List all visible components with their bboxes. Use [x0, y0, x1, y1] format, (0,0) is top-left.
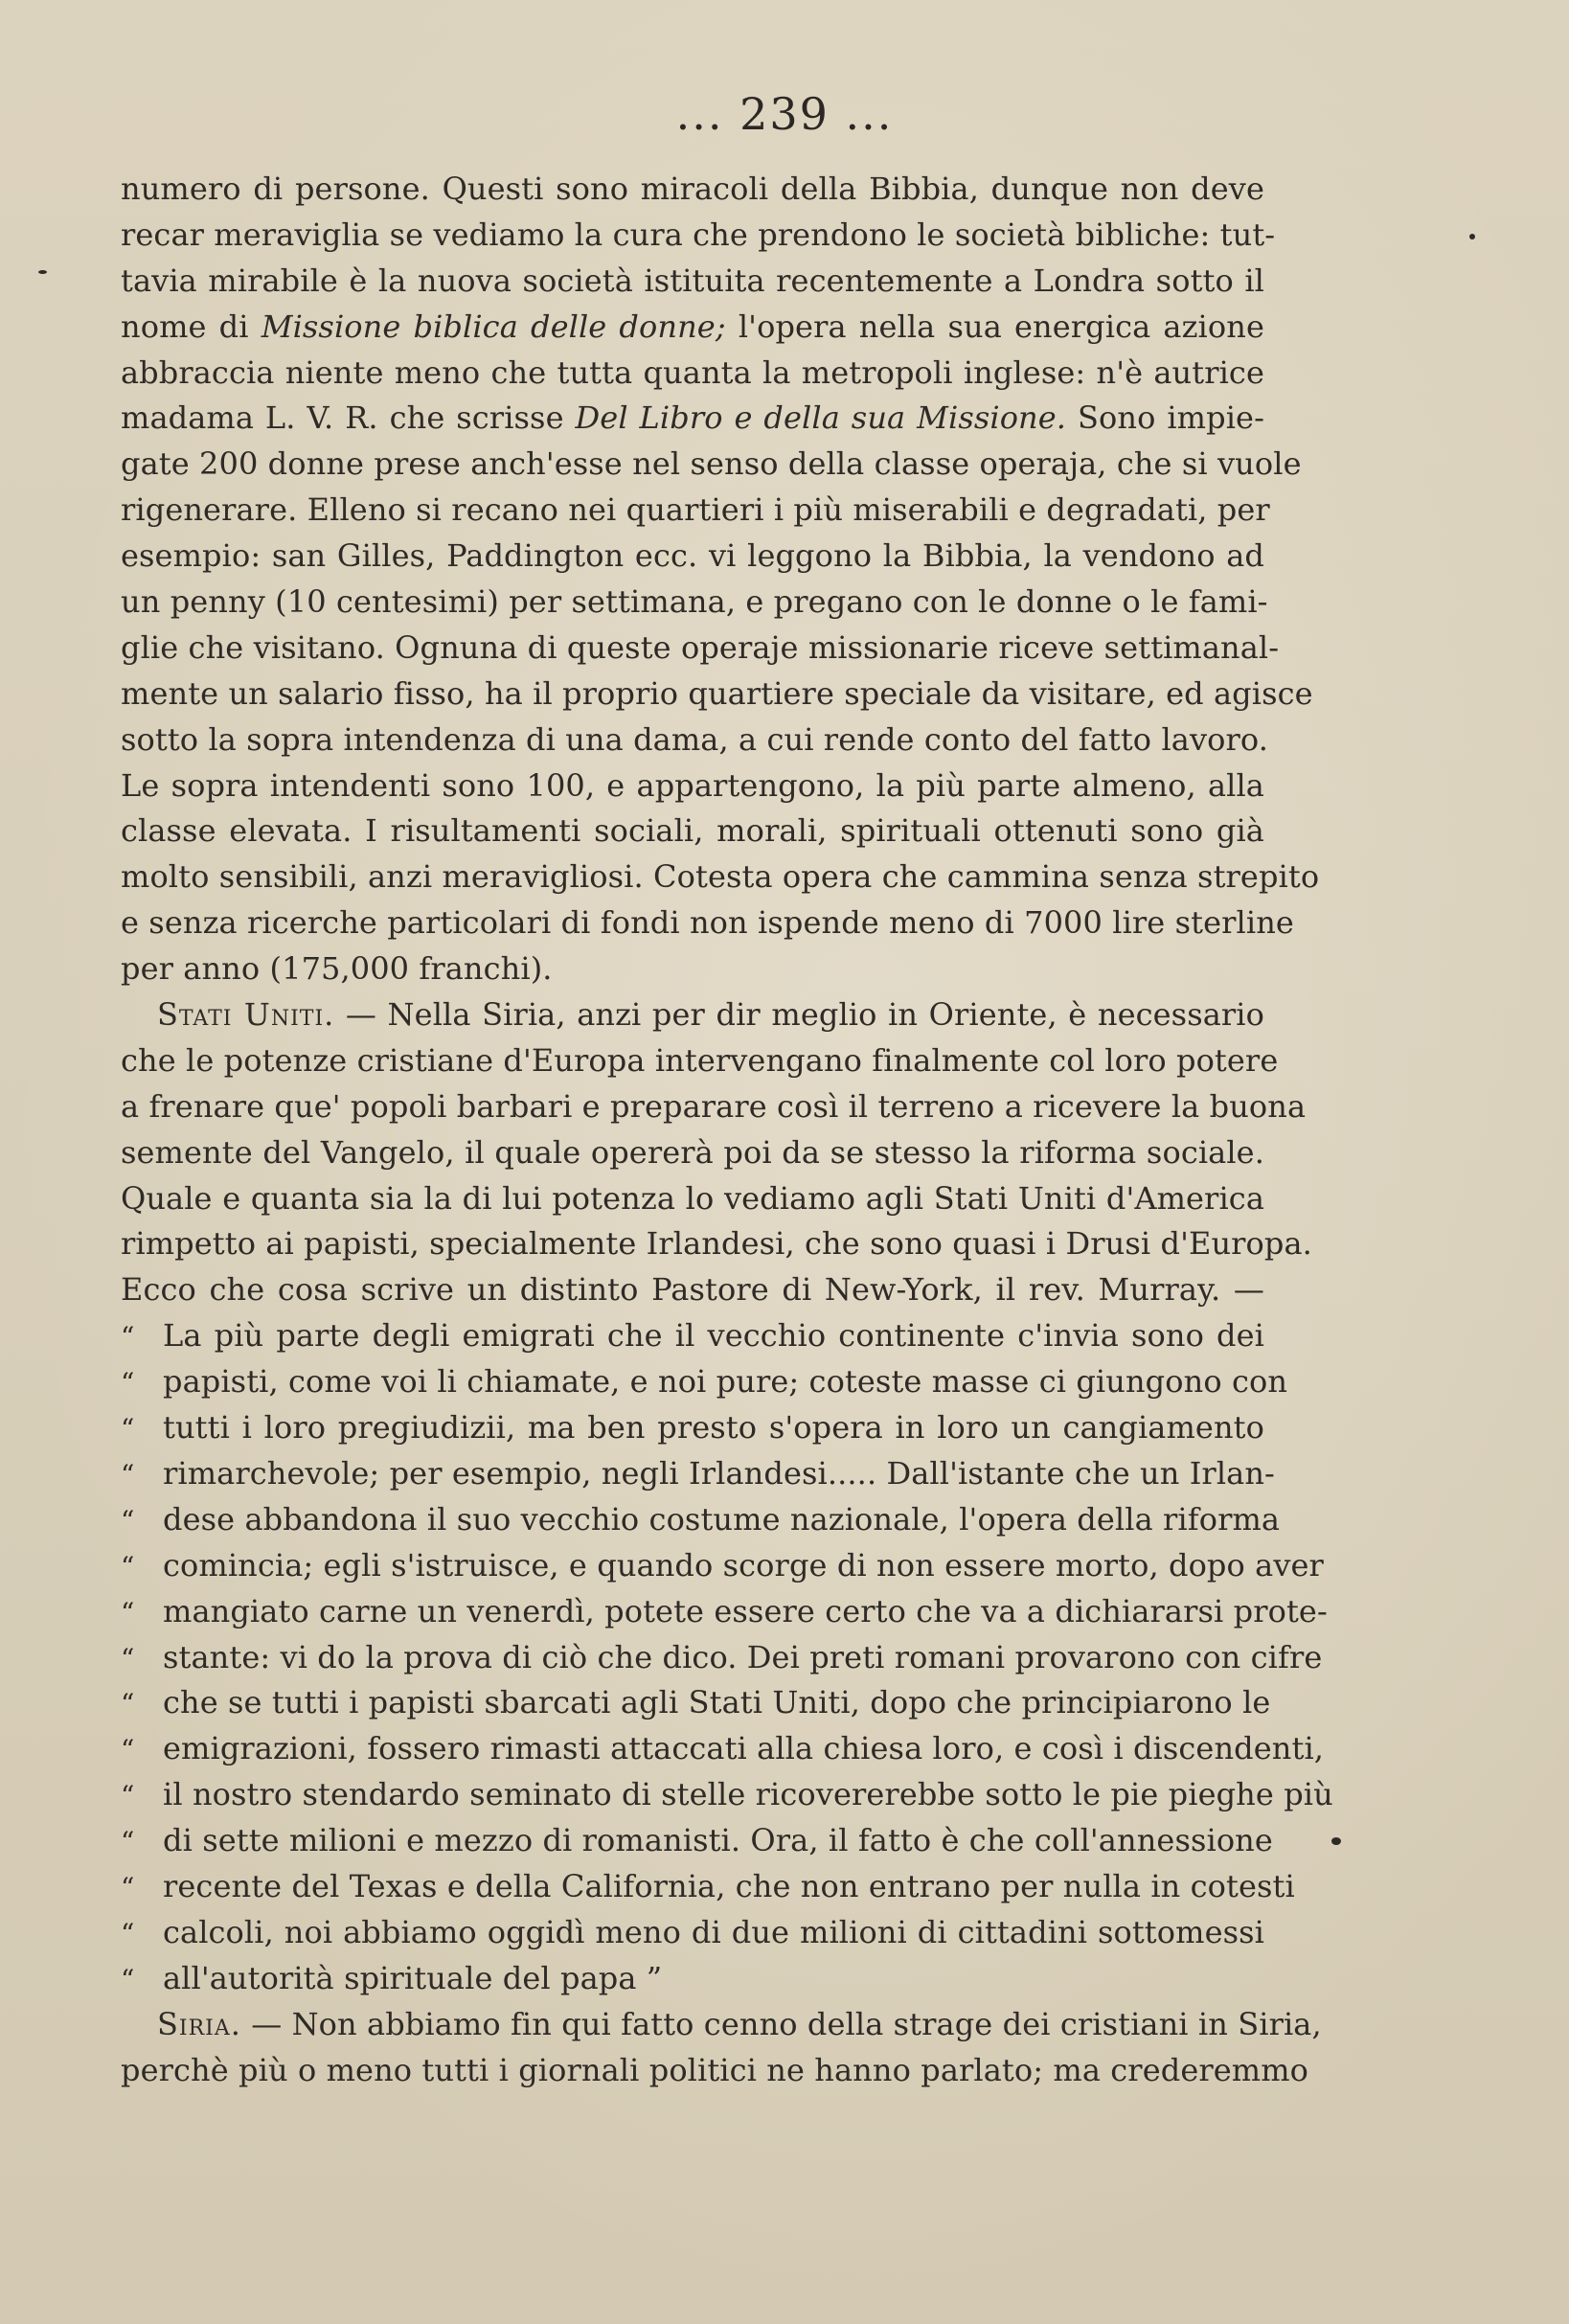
- text-line: [121, 992, 1264, 1038]
- text-run: recar meraviglia se vediamo la cura che prendono le società bibliche: tut-: [121, 216, 1276, 253]
- text-line: [121, 1818, 1273, 1864]
- quote-mark: “: [121, 1871, 135, 1903]
- quote-mark: “: [121, 1734, 135, 1766]
- text-run: sotto la sopra intendenza di una dama, a cui rende conto del fatto lavoro.: [121, 720, 1268, 758]
- text-run: che se tutti i papisti sbarcati agli Stati Uniti, dopo che principiarono le: [163, 1684, 1271, 1721]
- text-run: abbraccia niente meno che tutta quanta la metropoli inglese: n'è autrice: [121, 353, 1264, 391]
- text-run: un penny (10 centesimi) per settimana, e pregano con le donne o le fami-: [121, 583, 1268, 621]
- text-run: e senza ricerche particolari di fondi non ispende meno di 7000 lire sterline: [121, 904, 1294, 942]
- text-run: rimpetto ai papisti, specialmente Irlandesi, che sono quasi i Drusi d'Europa.: [121, 1225, 1312, 1263]
- text-run: comincia; egli s'istruisce, e quando scorge di non essere morto, dopo aver: [163, 1546, 1324, 1584]
- text-run: rimarchevole; per esempio, negli Irlandesi..... Dall'istante che un Irlan-: [163, 1454, 1275, 1492]
- quote-mark: “: [121, 1642, 135, 1675]
- text-line: [121, 1497, 1281, 1543]
- text-line: [121, 1221, 1312, 1267]
- text-line: [121, 351, 1264, 397]
- quote-mark: “: [121, 1917, 135, 1949]
- quote-mark: “: [121, 1688, 135, 1720]
- text-line: [121, 1405, 1264, 1451]
- text-line: [121, 1726, 1325, 1772]
- text-run: rigenerare. Elleno si recano nei quartieri i più miserabili e degradati, per: [121, 491, 1270, 529]
- text-line: [121, 1038, 1279, 1084]
- text-line: [121, 1451, 1275, 1497]
- quote-mark: “: [121, 1963, 135, 1995]
- quote-mark: “: [121, 1321, 135, 1354]
- text-run: semente del Vangelo, il quale opererà poi da se stesso la riforma sociale.: [121, 1133, 1264, 1171]
- text-line: [121, 1910, 1264, 1956]
- text-line: [121, 763, 1264, 809]
- text-run: dese abbandona il suo vecchio costume nazionale, l'opera della riforma: [163, 1500, 1281, 1538]
- page-number: ... 239 ...: [675, 88, 894, 140]
- text-run: mente un salario fisso, ha il proprio quartiere speciale da visitare, ed agisce: [121, 674, 1313, 712]
- text-line: [121, 1589, 1328, 1635]
- paragraph-1: [121, 167, 1320, 992]
- text-run: emigrazioni, fossero rimasti attaccati alla chiesa loro, e così i discendenti,: [163, 1730, 1325, 1767]
- paragraph-siria: [121, 2002, 1322, 2094]
- text-line: [121, 1772, 1333, 1818]
- text-line: [121, 1680, 1271, 1726]
- text-line: [121, 854, 1320, 900]
- text-run: papisti, come voi li chiamate, e noi pure; coteste masse ci giungono con: [163, 1363, 1288, 1401]
- body-text: [121, 167, 1333, 2093]
- text-run: classe elevata. I risultamenti sociali, morali, spirituali ottenuti sono già: [121, 812, 1264, 850]
- text-line: [121, 1267, 1264, 1313]
- text-line: [121, 1313, 1264, 1359]
- italic-title: Missione biblica delle donne;: [261, 308, 726, 345]
- text-line: [121, 2002, 1322, 2048]
- text-line: [121, 809, 1264, 854]
- text-line: [121, 626, 1280, 672]
- text-run: molto sensibili, anzi meravigliosi. Cotesta opera che cammina senza strepito: [121, 858, 1320, 896]
- italic-title: Del Libro e della sua Missione.: [575, 399, 1067, 437]
- text-run: numero di persone. Questi sono miracoli della Bibbia, dunque non deve: [121, 171, 1264, 207]
- quote-mark: “: [121, 1367, 135, 1400]
- quote-mark: “: [121, 1504, 135, 1537]
- quote-mark: “: [121, 1780, 135, 1812]
- text-run: a frenare que' popoli barbari e preparare così il terreno a ricevere la buona: [121, 1087, 1307, 1125]
- text-line: [121, 488, 1270, 534]
- text-line: [121, 1956, 1264, 2002]
- quote-mark: “: [121, 1596, 135, 1629]
- text-line: [121, 396, 1264, 442]
- text-run: recente del Texas e della California, che non entrano per nulla in cotesti: [163, 1867, 1295, 1904]
- text-run: tavia mirabile è la nuova società istituita recentemente a Londra sotto il: [121, 262, 1264, 299]
- text-run: all'autorità spirituale del papa ”: [163, 1959, 663, 1996]
- text-line: [121, 900, 1294, 946]
- quote-mark: “: [121, 1458, 135, 1491]
- ink-speck: [1331, 1837, 1341, 1845]
- text-run: Ecco che cosa scrive un distinto Pastore di New-York, il rev. Murray. —: [121, 1271, 1264, 1309]
- text-run: l'opera nella sua energica azione: [725, 308, 1264, 345]
- ink-speck: [1469, 234, 1475, 239]
- text-line: [121, 718, 1268, 763]
- quotation-murray: [121, 1313, 1333, 2001]
- text-run: di sette milioni e mezzo di romanisti. Ora, il fatto è che coll'annessione: [163, 1822, 1273, 1859]
- paragraph-stati-uniti: [121, 992, 1312, 1313]
- text-line: [121, 534, 1264, 580]
- text-run: gate 200 donne prese anch'esse nel senso della classe operaja, che si vuole: [121, 445, 1302, 483]
- text-line: [121, 213, 1276, 259]
- text-line: [121, 1084, 1307, 1130]
- section-heading: Stati Uniti.: [157, 996, 335, 1034]
- text-line: [121, 305, 1264, 351]
- text-run: che le potenze cristiane d'Europa intervengano finalmente col loro potere: [121, 1041, 1279, 1079]
- text-line: [121, 259, 1264, 305]
- text-line: [121, 1543, 1324, 1589]
- text-run: perchè più o meno tutti i giornali politici ne hanno parlato; ma crederemmo: [121, 2051, 1309, 2088]
- text-run: calcoli, noi abbiamo oggidì meno di due milioni di cittadini sottomessi: [163, 1913, 1264, 1950]
- text-run: madama L. V. R. che scrisse: [121, 399, 576, 437]
- text-line: [121, 442, 1302, 488]
- text-line: [121, 672, 1313, 718]
- text-run: nome di: [121, 308, 262, 345]
- quote-mark: “: [121, 1413, 135, 1446]
- quote-mark: “: [121, 1550, 135, 1583]
- text-line: [121, 2048, 1309, 2094]
- text-run: Quale e quanta sia la di lui potenza lo vediamo agli Stati Uniti d'America: [121, 1179, 1264, 1217]
- text-line: [121, 1130, 1264, 1176]
- text-run: — Nella Siria, anzi per dir meglio in Oriente, è necessario: [334, 996, 1264, 1034]
- text-run: per anno (175,000 franchi).: [121, 950, 553, 988]
- text-run: glie che visitano. Ognuna di queste operaje missionarie riceve settimanal-: [121, 628, 1280, 666]
- text-line: [121, 580, 1268, 626]
- text-line: [121, 1359, 1288, 1405]
- text-run: il nostro stendardo seminato di stelle ricovererebbe sotto le pie pieghe più: [163, 1776, 1333, 1813]
- section-heading: Siria.: [157, 2005, 241, 2042]
- text-line: [121, 167, 1264, 213]
- text-line: [121, 1176, 1264, 1222]
- text-line: [121, 1864, 1295, 1910]
- text-line: [121, 946, 1264, 992]
- text-run: esempio: san Gilles, Paddington ecc. vi leggono la Bibbia, la vendono ad: [121, 537, 1264, 575]
- text-run: tutti i loro pregiudizii, ma ben presto s'opera in loro un cangiamento: [163, 1409, 1264, 1447]
- text-line: [121, 1635, 1323, 1681]
- text-run: Sono impie-: [1066, 399, 1264, 437]
- text-run: mangiato carne un venerdì, potete essere certo che va a dichiararsi prote-: [163, 1592, 1328, 1629]
- ink-speck: [38, 270, 47, 274]
- text-run: Le sopra intendenti sono 100, e appartengono, la più parte almeno, alla: [121, 766, 1264, 804]
- text-run: — Non abbiamo fin qui fatto cenno della strage dei cristiani in Siria,: [240, 2005, 1322, 2042]
- text-run: stante: vi do la prova di ciò che dico. Dei preti romani provarono con cifre: [163, 1638, 1323, 1675]
- text-run: La più parte degli emigrati che il vecchio continente c'invia sono dei: [163, 1317, 1264, 1355]
- quote-mark: “: [121, 1826, 135, 1858]
